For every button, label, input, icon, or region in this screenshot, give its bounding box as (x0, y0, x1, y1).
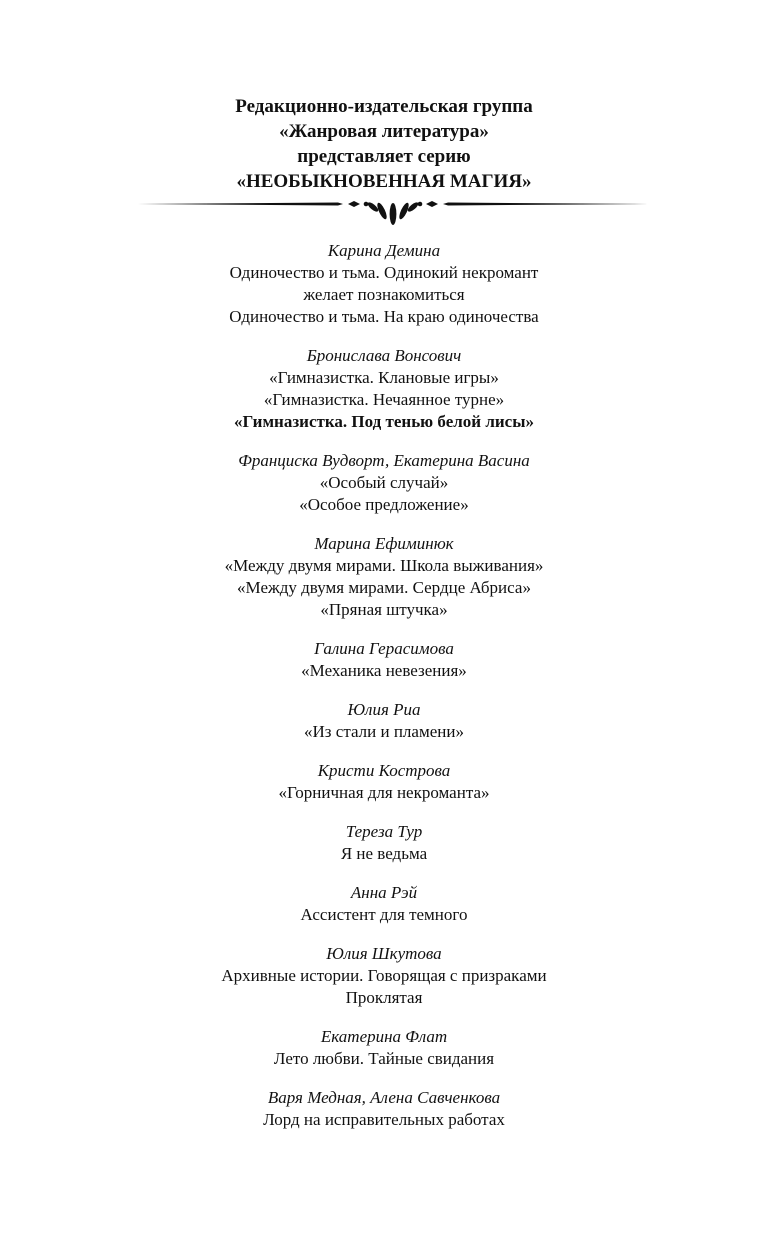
book-title: «Механика невезения» (301, 661, 467, 680)
book-title: Я не ведьма (340, 844, 428, 863)
list-item (0, 533, 768, 621)
book-title: Ассистент для темного (300, 905, 468, 924)
list-item (0, 760, 768, 804)
list-item (0, 1087, 768, 1131)
book-title: Лето любви. Тайные свидания (273, 1049, 495, 1068)
book-title: «Пряная штучка» (320, 600, 448, 619)
book-title: Одиночество и тьма. Одинокий некромант (229, 263, 539, 282)
author-name: Юлия Шкутова (326, 944, 442, 963)
list-item (0, 240, 768, 328)
book-title: Проклятая (345, 988, 423, 1007)
ornament-divider (138, 196, 648, 228)
author-name: Марина Ефиминюк (314, 534, 454, 553)
book-title: «Горничная для некроманта» (278, 783, 490, 802)
list-item (0, 638, 768, 682)
book-title: «Гимназистка. Нечаянное турне» (263, 390, 505, 409)
book-title: «Между двумя мирами. Школа выживания» (224, 556, 544, 575)
book-title: «Между двумя мирами. Сердце Абриса» (237, 578, 531, 597)
book-title: «Из стали и пламени» (304, 722, 464, 741)
book-title: Архивные истории. Говорящая с призраками (221, 966, 547, 985)
list-item (0, 699, 768, 743)
book-title: Одиночество и тьма. На краю одиночества (229, 307, 539, 326)
book-title: «Особый случай» (319, 473, 449, 492)
list-item (0, 345, 768, 433)
list-item (0, 882, 768, 926)
list-item (0, 450, 768, 516)
author-name: Анна Рэй (350, 883, 418, 902)
list-item (0, 943, 768, 1009)
author-name: Карина Демина (327, 241, 441, 260)
author-name: Галина Герасимова (314, 639, 454, 658)
publisher-name: «Жанровая литература» (279, 121, 489, 142)
author-name: Тереза Тур (345, 822, 423, 841)
list-item (0, 821, 768, 865)
author-name: Варя Медная, Алена Савченкова (267, 1088, 501, 1107)
publisher-line: Редакционно-издательская группа (235, 96, 533, 117)
book-list (0, 240, 768, 1148)
book-title: «Особое предложение» (299, 495, 469, 514)
author-name: Юлия Риа (347, 700, 421, 719)
book-title: желает познакомиться (303, 285, 465, 304)
series-header (0, 94, 768, 194)
author-name: Бронислава Вонсович (306, 346, 462, 365)
book-title-highlighted: «Гимназистка. Под тенью белой лисы» (234, 412, 534, 431)
presents-line: представляет серию (297, 146, 471, 167)
book-title: «Гимназистка. Клановые игры» (269, 368, 499, 387)
list-item (0, 1026, 768, 1070)
author-name: Екатерина Флат (320, 1027, 448, 1046)
author-name: Кристи Кострова (317, 761, 451, 780)
series-title: «НЕОБЫКНОВЕННАЯ МАГИЯ» (236, 171, 532, 192)
book-title: Лорд на исправительных работах (263, 1110, 505, 1129)
author-name: Франциска Вудворт, Екатерина Васина (238, 451, 530, 470)
